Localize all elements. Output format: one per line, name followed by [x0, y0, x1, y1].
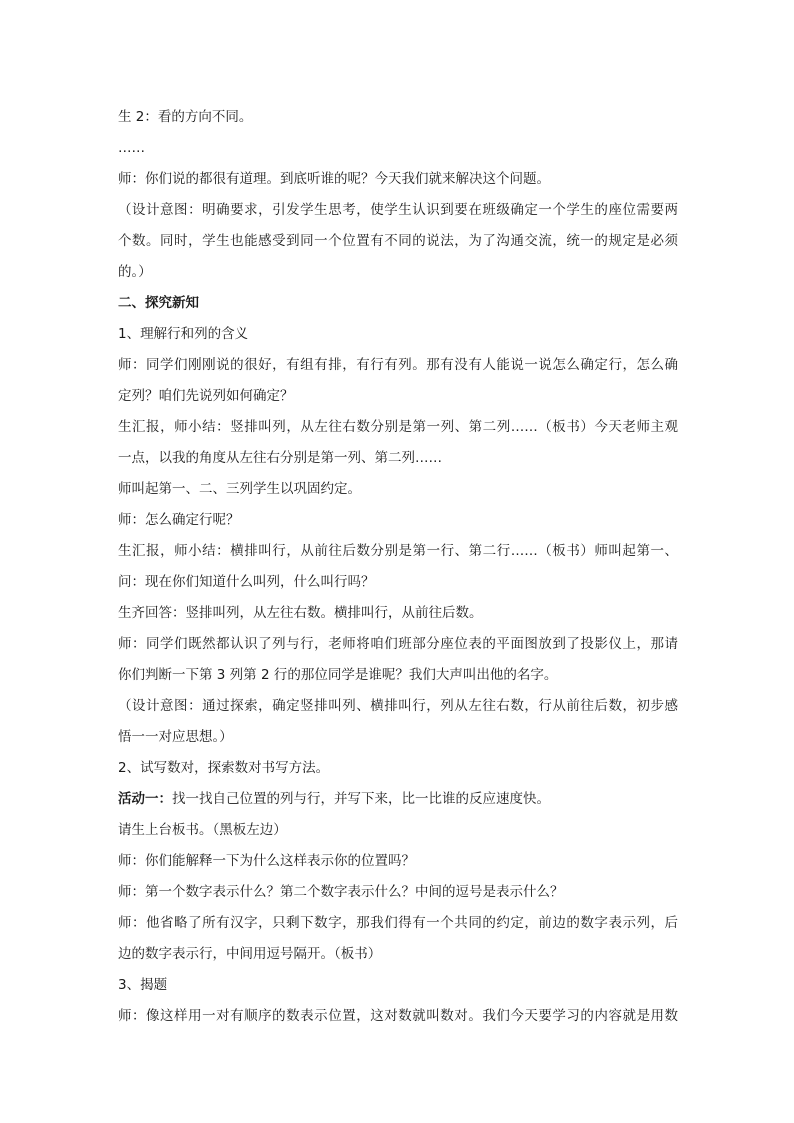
- text-line: ……: [118, 140, 145, 156]
- text-line: 师：你们能解释一下为什么这样表示你的位置吗？: [118, 853, 415, 869]
- text-line: 一点，以我的角度从左往右分别是第一列、第二列……: [118, 450, 442, 466]
- text-line: 定列？咱们先说列如何确定？: [118, 388, 294, 404]
- subsection-heading: 1、理解行和列的含义: [118, 326, 249, 342]
- text-line: （设计意图：明确要求，引发学生思考，使学生认识到要在班级确定一个学生的座位需要两: [118, 202, 678, 218]
- text-line: 师：你们说的都很有道理。到底听谁的呢？今天我们就来解决这个问题。: [118, 171, 550, 187]
- text-line: 师：怎么确定行呢？: [118, 512, 240, 528]
- activity-line: [118, 784, 678, 815]
- activity-label: 活动一：: [118, 791, 172, 807]
- text-line: 个数。同时，学生也能感受到同一个位置有不同的说法，为了沟通交流，统一的规定是必须: [118, 233, 678, 249]
- text-line: 师：第一个数字表示什么？第二个数字表示什么？中间的逗号是表示什么？: [118, 884, 564, 900]
- text-line: 请生上台板书。（黑板左边）: [118, 822, 287, 838]
- text-line: （设计意图：通过探索，确定竖排叫列、横排叫行，列从左往右数，行从前往后数，初步感: [118, 698, 678, 714]
- document-body: [118, 102, 678, 1032]
- text-line: 生齐回答：竖排叫列，从左往右数。横排叫行，从前往后数。: [118, 605, 483, 621]
- text-line: 师：同学们既然都认识了列与行，老师将咱们班部分座位表的平面图放到了投影仪上，那请: [118, 636, 678, 652]
- text-line: 悟一一对应思想。）: [118, 729, 233, 745]
- subsection-heading: 2、试写数对，探索数对书写方法。: [118, 760, 330, 776]
- text-line: 生 2：看的方向不同。: [118, 109, 253, 125]
- text-line: 师叫起第一、二、三列学生以巩固约定。: [118, 481, 361, 497]
- text-line: 生汇报，师小结：横排叫行，从前往后数分别是第一行、第二行……（板书）师叫起第一、: [118, 543, 678, 559]
- text-line: 生汇报，师小结：竖排叫列，从左往右数分别是第一列、第二列……（板书）今天老师主观: [118, 419, 678, 435]
- text-line: 的。）: [118, 264, 152, 280]
- text-line: 边的数字表示行，中间用逗号隔开。（板书）: [118, 946, 382, 962]
- subsection-heading: 3、揭题: [118, 977, 168, 993]
- text-line: 问：现在你们知道什么叫列，什么叫行吗？: [118, 574, 375, 590]
- text-line: 你们判断一下第 3 列第 2 行的那位同学是谁呢？我们大声叫出他的名字。: [118, 667, 558, 683]
- text-line: 师：像这样用一对有顺序的数表示位置，这对数就叫数对。我们今天要学习的内容就是用数: [118, 1008, 678, 1024]
- activity-text: 找一找自己位置的列与行，并写下来，比一比谁的反应速度快。: [172, 791, 550, 807]
- text-line: 师：同学们刚刚说的很好，有组有排，有行有列。那有没有人能说一说怎么确定行，怎么确: [118, 357, 678, 373]
- section-heading: 二、探究新知: [118, 295, 199, 311]
- text-line: 师：他省略了所有汉字，只剩下数字，那我们得有一个共同的约定，前边的数字表示列，后: [118, 915, 678, 931]
